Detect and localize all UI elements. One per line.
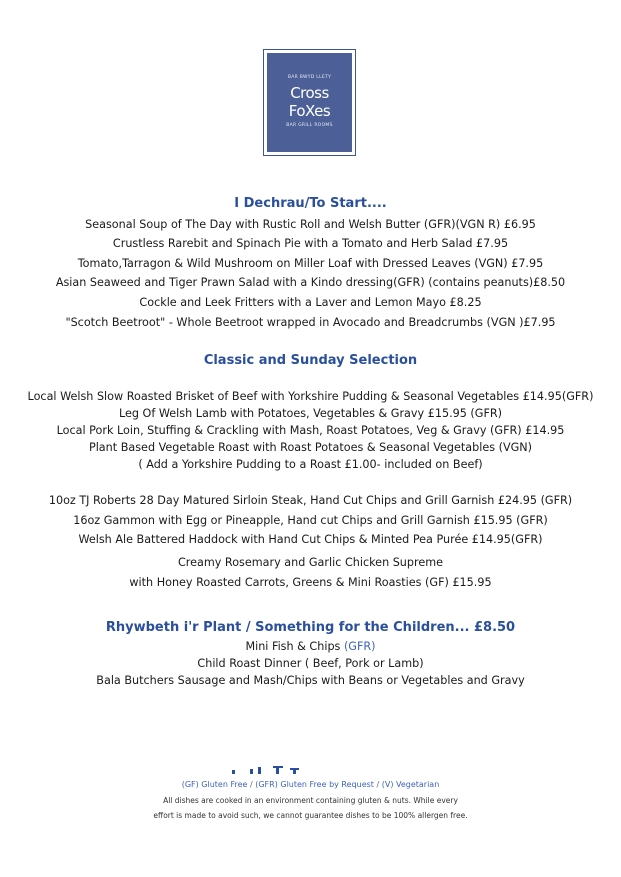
starter-item: "Scotch Beetroot" - Whole Beetroot wrapped in Avocado and Breadcrumbs (VGN )£7.95: [65, 316, 556, 329]
cropped-heading-strokes: [228, 764, 308, 774]
allergen-disclaimer-line2: effort is made to avoid such, we cannot guarantee dishes to be 100% allergen free.: [153, 811, 468, 820]
dietary-legend: [0, 780, 621, 789]
roast-item: Local Welsh Slow Roasted Brisket of Beef with Yorkshire Pudding & Seasonal Vegetables £14.95(GFR): [27, 390, 594, 403]
starter-item: Tomato,Tarragon & Wild Mushroom on Miller Loaf with Dressed Leaves (VGN) £7.95: [77, 257, 544, 270]
roast-note: ( Add a Yorkshire Pudding to a Roast £1.00- included on Beef): [138, 458, 483, 471]
children-heading: Rhywbeth i'r Plant / Something for the Children... £8.50: [105, 620, 516, 635]
children-item-text: Mini Fish & Chips: [245, 640, 344, 653]
logo-top-text: BAR BWYD LLETY: [287, 75, 332, 80]
logo-name-line2: FoXes: [288, 102, 331, 120]
legend-gluten-free: (GF) Gluten Free: [181, 780, 248, 789]
children-item: Child Roast Dinner ( Beef, Pork or Lamb): [197, 657, 424, 670]
legend-gluten-free-request: (GFR) Gluten Free by Request: [255, 780, 374, 789]
roast-item: Plant Based Vegetable Roast with Roast Potatoes & Seasonal Vegetables (VGN): [88, 441, 533, 454]
starter-item: Asian Seaweed and Tiger Prawn Salad with a Kindo dressing(GFR) (contains peanuts)£8.50: [55, 276, 566, 289]
allergen-disclaimer-line1: All dishes are cooked in an environment containing gluten & nuts. While every: [163, 796, 458, 805]
starter-item: Crustless Rarebit and Spinach Pie with a Tomato and Herb Salad £7.95: [112, 237, 509, 250]
cropped-heading-fragment: [0, 764, 621, 774]
logo-name: [267, 84, 352, 120]
grill-item-continued: with Honey Roasted Carrots, Greens & Mini Roasties (GF) £15.95: [129, 576, 492, 589]
children-item: [0, 640, 621, 653]
roast-item: Leg Of Welsh Lamb with Potatoes, Vegetables & Gravy £15.95 (GFR): [118, 407, 503, 420]
legend-separator: /: [249, 780, 253, 789]
roast-item: Local Pork Loin, Stuffing & Crackling with Mash, Roast Potatoes, Veg & Gravy (GFR) £14.95: [56, 424, 565, 437]
logo-badge: [267, 53, 352, 152]
grill-item: Welsh Ale Battered Haddock with Hand Cut Chips & Minted Pea Purée £14.95(GFR): [78, 533, 543, 546]
children-item: Bala Butchers Sausage and Mash/Chips with Beans or Vegetables and Gravy: [96, 674, 525, 687]
starters-heading: I Dechrau/To Start....: [234, 196, 387, 211]
logo-bottom-text: BAR GRILL ROOMS: [286, 123, 333, 128]
starter-item: Seasonal Soup of The Day with Rustic Roll and Welsh Butter (GFR)(VGN R) £6.95: [85, 218, 536, 231]
logo-name-line1: Cross: [290, 84, 329, 102]
grill-item: 10oz TJ Roberts 28 Day Matured Sirloin Steak, Hand Cut Chips and Grill Garnish £24.95 (GFR): [48, 494, 573, 507]
classic-heading: Classic and Sunday Selection: [203, 353, 418, 368]
legend-separator: /: [376, 780, 380, 789]
gfr-tag: (GFR): [343, 640, 376, 653]
grill-item: 16oz Gammon with Egg or Pineapple, Hand cut Chips and Grill Garnish £15.95 (GFR): [73, 514, 548, 527]
grill-item: Creamy Rosemary and Garlic Chicken Supreme: [177, 556, 444, 569]
legend-vegetarian: (V) Vegetarian: [381, 780, 440, 789]
starter-item: Cockle and Leek Fritters with a Laver and Lemon Mayo £8.25: [139, 296, 482, 309]
logo: [263, 49, 356, 156]
